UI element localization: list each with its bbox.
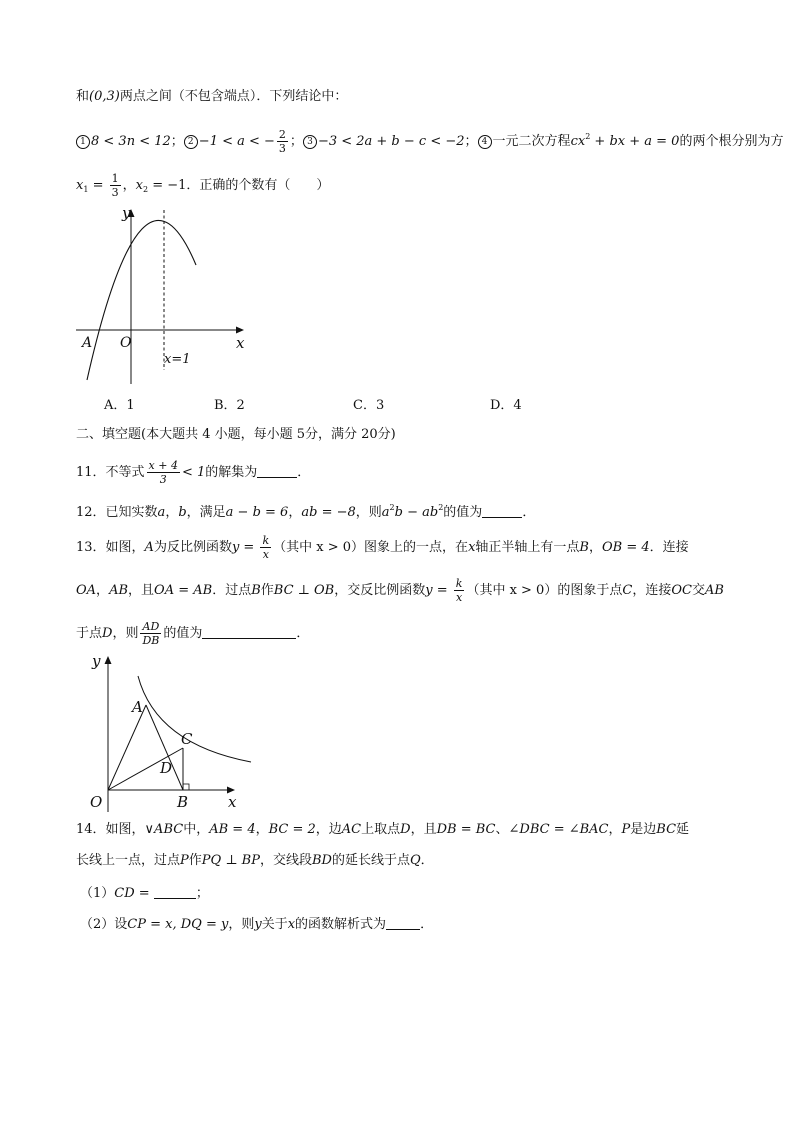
q14-text: 长线上一点，过点 xyxy=(76,853,181,868)
conclusion-3-marker: 3 xyxy=(303,135,317,149)
q12-condition-1: a − b = 6 xyxy=(225,505,289,520)
fraction-numerator: AD xyxy=(140,620,161,634)
q13-text: 作 xyxy=(260,583,274,598)
fraction-numerator: 2 xyxy=(278,128,286,141)
q10-intro-line xyxy=(76,87,347,107)
part-label: （1） xyxy=(80,886,115,901)
q13-text: ．过点 xyxy=(212,583,252,598)
q13-line-2 xyxy=(76,577,724,604)
q14-perpendicular: PQ ⊥ BP xyxy=(201,853,260,868)
q13-k-fraction-2 xyxy=(454,577,465,604)
separator: ； xyxy=(464,134,478,149)
origin-label: O xyxy=(90,793,103,811)
fraction-denominator: DB xyxy=(142,634,160,647)
point-q: Q xyxy=(410,853,421,868)
hyperbola-curve xyxy=(138,676,251,762)
option-c[interactable]: C．3 xyxy=(353,398,385,413)
q13-text: ，且 xyxy=(128,583,155,598)
conclusion-1-marker: 1 xyxy=(76,135,90,149)
q11-prefix: 11．不等式 xyxy=(76,465,145,480)
conclusion-2-fraction xyxy=(277,128,288,155)
point-b: B xyxy=(251,583,261,598)
q13-line-1 xyxy=(76,534,689,561)
q13-text: 于点 xyxy=(76,626,103,641)
root-2-var: x xyxy=(135,178,143,193)
q10-question-tail: ．正确的个数有（ ） xyxy=(186,178,330,193)
segment-oc: OC xyxy=(671,583,692,598)
q14-text: 、 xyxy=(495,822,509,837)
root-1-var: x xyxy=(76,178,84,193)
x-axis-label: x xyxy=(236,334,245,352)
q13-text: 图象上的一点，在 xyxy=(364,540,469,555)
conclusion-4-lead: 一元二次方程 xyxy=(492,134,571,149)
conclusion-2: −1 < a < − xyxy=(198,134,275,149)
point-c-label: C xyxy=(181,730,193,748)
segment-ab xyxy=(146,705,183,790)
q14-text: 上取点 xyxy=(361,822,401,837)
q14-text: 的延长线于点 xyxy=(331,853,410,868)
q10-conclusions-line xyxy=(76,127,783,155)
q13-function: y = xyxy=(231,540,259,555)
separator: ； xyxy=(289,134,303,149)
fraction-denominator: 3 xyxy=(278,142,286,155)
separator: ， xyxy=(255,822,269,837)
point-a-label: A xyxy=(132,698,143,716)
point-p: P xyxy=(621,822,631,837)
point-d-label: D xyxy=(160,759,173,777)
segment-ac: AC xyxy=(341,822,362,837)
separator: ， xyxy=(608,822,622,837)
var-x: x xyxy=(468,540,476,555)
segment-bc: BC xyxy=(656,822,677,837)
q14-vars: CP = x, DQ = y xyxy=(127,917,229,932)
q14-text: ，且 xyxy=(410,822,437,837)
q11-suffix: 的解集为 xyxy=(205,465,258,480)
separator: ； xyxy=(195,886,209,901)
q14-part-2 xyxy=(80,915,433,935)
fraction-numerator: k xyxy=(262,534,270,547)
separator: ， xyxy=(165,505,179,520)
conclusion-4-tail: 的两个根分别为方 xyxy=(679,134,784,149)
q14-ab: AB = 4 xyxy=(209,822,256,837)
root-1-fraction xyxy=(110,172,121,199)
q14-text: 作 xyxy=(188,853,202,868)
segment-bd: BD xyxy=(312,853,332,868)
superscript: 2 xyxy=(438,503,444,512)
fraction-numerator: 1 xyxy=(111,172,119,185)
root-2-value: = −1 xyxy=(148,178,187,193)
fraction-numerator: k xyxy=(455,577,463,590)
q14-line-1 xyxy=(76,820,689,840)
y-axis-label: y xyxy=(92,652,101,670)
q13-text: ，则 xyxy=(112,626,139,641)
segment-ab: AB xyxy=(704,583,724,598)
q13-text: ，连接 xyxy=(632,583,672,598)
point-a: A xyxy=(144,540,154,555)
point-p: P xyxy=(180,853,189,868)
conclusion-4-marker: 4 xyxy=(478,135,492,149)
q10-intro-text-b: 两点之间（不包含端点）．下列结论中： xyxy=(119,89,348,104)
q12-expression-b: b − ab xyxy=(394,505,439,520)
option-b[interactable]: B．2 xyxy=(214,398,245,413)
q13-text: ，交反比例函数 xyxy=(334,583,426,598)
var-x: x xyxy=(287,917,296,932)
q12-answer-blank[interactable] xyxy=(482,505,522,518)
q13-text: ．连接 xyxy=(649,540,689,555)
y-axis-arrow xyxy=(105,656,112,664)
separator: ； xyxy=(170,134,184,149)
var-b: b xyxy=(178,505,187,520)
point-d: D xyxy=(400,822,411,837)
q11-line xyxy=(76,459,310,486)
separator: ， xyxy=(122,178,136,193)
right-angle-mark xyxy=(183,784,189,790)
q11-fraction xyxy=(147,459,180,486)
q11-relation: < 1 xyxy=(181,465,206,480)
period: ． xyxy=(296,626,310,641)
q11-answer-blank[interactable] xyxy=(257,465,297,478)
q12-prefix: 12．已知实数 xyxy=(76,505,158,520)
q12-then: ，则 xyxy=(355,505,382,520)
q14-text: ，交线段 xyxy=(259,853,312,868)
triangle-abc: ∨ABC xyxy=(144,822,184,837)
point-b-label: B xyxy=(177,793,189,811)
conclusion-2-marker: 2 xyxy=(184,135,198,149)
q14-part-1 xyxy=(80,884,209,904)
q14-text: 是边 xyxy=(630,822,657,837)
q13-function: y = xyxy=(425,583,452,598)
fraction-denominator: 3 xyxy=(159,473,167,486)
q12-mid: ，满足 xyxy=(186,505,226,520)
q14-prefix: 14．如图， xyxy=(76,822,145,837)
period: ． xyxy=(420,853,434,868)
conclusion-4-equation: cx xyxy=(570,134,586,149)
period: ． xyxy=(297,465,311,480)
q14-db: DB = BC xyxy=(436,822,496,837)
q10-intro-text: 和 xyxy=(76,89,90,104)
fraction-denominator: x xyxy=(455,591,463,604)
q10-point: (0,3) xyxy=(89,89,120,104)
q13-text: 交 xyxy=(691,583,705,598)
equals: = xyxy=(88,178,108,193)
point-c: C xyxy=(622,583,633,598)
part-label: （2）设 xyxy=(80,917,128,932)
var-y: y xyxy=(254,917,262,932)
period: ． xyxy=(420,917,434,932)
q13-answer-blank[interactable] xyxy=(202,626,296,639)
separator: ， xyxy=(96,583,110,598)
q14-text: 中， xyxy=(183,822,210,837)
q13-text: 的图象于点 xyxy=(557,583,623,598)
y-axis-label: y xyxy=(122,204,131,222)
option-a[interactable]: A．1 xyxy=(104,398,135,413)
point-b: B xyxy=(579,540,589,555)
var-a: a xyxy=(157,505,166,520)
conclusion-1: 8 < 3n < 12 xyxy=(91,134,171,149)
conclusion-3: −3 < 2a + b − c < −2 xyxy=(317,134,465,149)
reciprocal-graph xyxy=(86,650,256,815)
q14-text: 延 xyxy=(676,822,690,837)
subscript: 1 xyxy=(83,185,89,194)
q14-bc: BC = 2 xyxy=(268,822,316,837)
parabola-graph xyxy=(72,202,252,387)
q14-part-1-blank[interactable] xyxy=(154,886,196,899)
q12-expression: a xyxy=(381,505,390,520)
q13-line-3 xyxy=(76,620,309,647)
q12-suffix: 的值为 xyxy=(443,505,483,520)
symmetry-axis-label: x=1 xyxy=(164,352,191,367)
segment-oa xyxy=(108,705,146,790)
segment-ab: AB xyxy=(109,583,129,598)
superscript: 2 xyxy=(389,503,395,512)
q14-text: ，边 xyxy=(315,822,342,837)
segment-oa: OA xyxy=(76,583,97,598)
q13-k-fraction xyxy=(260,534,271,561)
q13-equality: OA = AB xyxy=(154,583,213,598)
q13-ob: OB = 4 xyxy=(602,540,650,555)
q14-angle: ∠DBC = ∠BAC xyxy=(508,822,609,837)
superscript: 2 xyxy=(585,132,591,141)
q12-condition-2: ab = −8 xyxy=(301,505,356,520)
q13-text: 为反比例函数 xyxy=(153,540,232,555)
conclusion-4-equation-tail: + bx + a = 0 xyxy=(590,134,680,149)
fraction-denominator: x xyxy=(262,548,269,561)
q10-roots-line xyxy=(76,172,329,200)
q13-text: 的值为 xyxy=(163,626,203,641)
q13-domain: （其中 x > 0） xyxy=(466,583,558,598)
section-title: 二、填空题(本大题共 4 小题，每小题 5分，满分 20分) xyxy=(76,427,396,442)
origin-label: O xyxy=(120,335,132,351)
q13-perpendicular: BC ⊥ OB xyxy=(273,583,335,598)
option-d[interactable]: D．4 xyxy=(490,398,522,413)
point-a-label: A xyxy=(82,335,93,351)
fraction-denominator: 3 xyxy=(111,186,119,199)
q13-text: 轴正半轴上有一点 xyxy=(475,540,580,555)
q12-line xyxy=(76,498,535,523)
q13-domain: （其中 x > 0） xyxy=(273,540,365,555)
q14-part-2-blank[interactable] xyxy=(386,917,420,930)
q14-text: 的函数解析式为 xyxy=(295,917,387,932)
separator: ， xyxy=(588,540,602,555)
q13-prefix: 13．如图， xyxy=(76,540,145,555)
q14-line-2 xyxy=(76,851,434,871)
point-d: D xyxy=(102,626,113,641)
subscript: 2 xyxy=(142,185,149,194)
x-axis-arrow xyxy=(236,327,244,334)
x-axis-label: x xyxy=(228,793,237,811)
separator: ， xyxy=(288,505,302,520)
period: ． xyxy=(522,505,536,520)
fraction-numerator: x + 4 xyxy=(148,459,178,472)
q10-options xyxy=(104,394,664,414)
q14-text: 关于 xyxy=(261,917,288,932)
q13-ratio-fraction xyxy=(140,620,161,647)
q14-text: ，则 xyxy=(228,917,255,932)
q14-cd: CD = xyxy=(114,886,154,901)
